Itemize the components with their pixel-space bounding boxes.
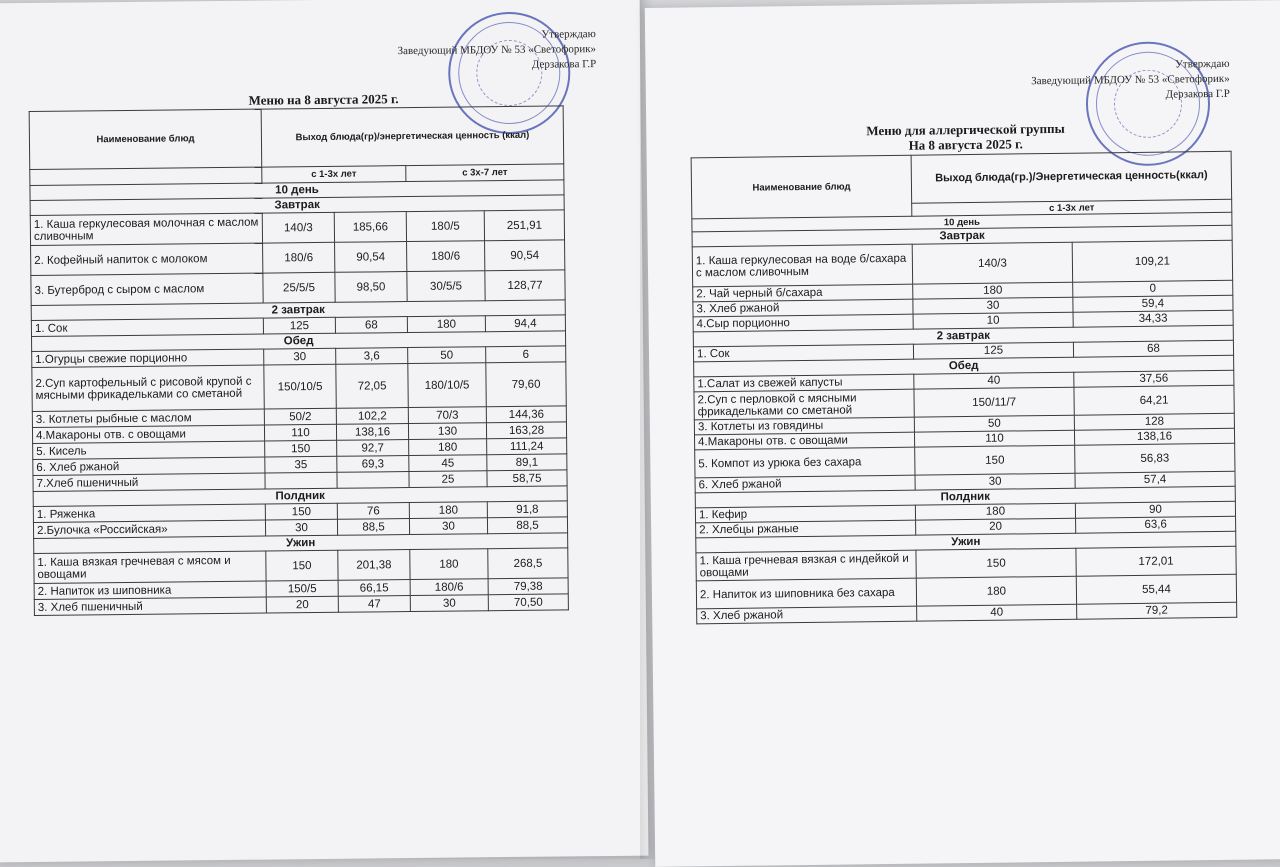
dish-name: 3. Бутерброд с сыром с маслом (31, 273, 263, 305)
section-header: Обед (694, 355, 1234, 377)
dish-name: 1.Огурцы свежие порционно (32, 349, 264, 367)
dish-value: 180/6 (263, 242, 335, 273)
dish-value: 88,5 (337, 519, 409, 536)
dish-value: 94,4 (485, 315, 565, 332)
dish-value: 144,36 (486, 406, 566, 423)
approval-block (397, 27, 596, 74)
header-dish: Наименование блюд (691, 155, 912, 219)
section-header: Полдник (33, 486, 567, 507)
dish-value: 57,4 (1075, 471, 1235, 488)
dish-value: 90,54 (335, 242, 407, 273)
dish-value: 55,44 (1076, 574, 1236, 604)
dish-name: 3. Хлеб пшеничный (34, 597, 266, 615)
dish-value: 40 (917, 604, 1077, 621)
title-line-1: Меню для аллергической группы (866, 120, 1065, 139)
dish-value: 163,28 (486, 422, 566, 439)
dish-value: 3,6 (336, 348, 408, 365)
dish-value: 58,75 (487, 470, 567, 487)
dish-name: 1. Кефир (695, 505, 915, 523)
dish-value: 110 (264, 424, 336, 441)
dish-name: 7.Хлеб пшеничный (33, 473, 265, 491)
dish-value: 30 (915, 473, 1075, 490)
dish-value: 37,56 (1074, 370, 1234, 387)
dish-value: 45 (409, 455, 487, 472)
dish-value: 150/5 (266, 580, 338, 597)
dish-name: 1. Сок (31, 318, 263, 336)
dish-value: 180 (916, 576, 1076, 606)
dish-value: 50 (914, 415, 1074, 432)
section-header: Завтрак (30, 195, 564, 216)
dish-value: 66,15 (338, 580, 410, 597)
dish-value: 30 (409, 518, 487, 535)
dish-value: 56,83 (1075, 443, 1235, 473)
dish-value: 30 (410, 595, 488, 612)
dish-name: 5. Компот из урюка без сахара (695, 447, 915, 478)
dish-value: 150 (265, 503, 337, 520)
dish-value: 79,2 (1077, 602, 1237, 619)
dish-value: 180 (407, 316, 485, 333)
dish-value: 140/3 (262, 212, 334, 243)
menu-body (692, 225, 1237, 624)
table-row (32, 362, 566, 412)
day-label: 10 день (692, 212, 1232, 232)
dish-value: 10 (913, 312, 1073, 329)
dish-value: 90,54 (485, 240, 565, 271)
dish-name: 1. Каша геркулесовая на воде б/сахара с маслом сливочным (692, 244, 912, 287)
dish-value (265, 472, 337, 489)
dish-value: 111,24 (487, 438, 567, 455)
dish-value: 70,50 (488, 594, 568, 611)
dish-name: 3. Хлеб ржаной (697, 606, 917, 624)
dish-value: 180 (409, 502, 487, 519)
dish-name: 1.Салат из свежей капусты (694, 374, 914, 392)
approval-line: Дерзакова Г.Р (1165, 87, 1230, 101)
dish-name: 5. Кисель (33, 441, 265, 459)
dish-value: 70/3 (408, 407, 486, 424)
dish-value: 125 (913, 342, 1073, 359)
dish-value (337, 472, 409, 489)
approval-line: Утверждаю (541, 28, 596, 41)
page-title: Меню на 8 августа 2025 г. (248, 91, 399, 108)
dish-value: 150 (265, 440, 337, 457)
dish-name: 4.Макароны отв. с овощами (32, 425, 264, 443)
dish-name: 1. Ряженка (33, 504, 265, 522)
dish-name: 3. Котлеты рыбные с маслом (32, 409, 264, 427)
dish-name: 3. Хлеб ржаной (693, 299, 913, 317)
menu-body (30, 195, 568, 616)
approval-line: Утверждаю (1175, 57, 1230, 71)
dish-name: 1. Каша гречневая вязкая с индейкой и овощами (696, 550, 916, 581)
dish-value: 150/10/5 (264, 364, 336, 409)
dish-name: 3. Котлеты из говядины (694, 417, 914, 435)
dish-value: 125 (263, 317, 335, 334)
dish-value: 59,4 (1073, 295, 1233, 312)
dish-value: 68 (1073, 340, 1233, 357)
menu-table (691, 151, 1238, 625)
dish-value: 89,1 (487, 454, 567, 471)
dish-value: 251,91 (484, 210, 564, 241)
dish-name: 2. Чай черный б/сахара (693, 284, 913, 302)
dish-value: 63,6 (1076, 516, 1236, 533)
dish-value: 35 (265, 456, 337, 473)
dish-name: 4.Макароны отв. с овощами (694, 432, 914, 450)
dish-value: 50/2 (264, 408, 336, 425)
dish-value: 30 (265, 519, 337, 536)
dish-value: 68 (335, 317, 407, 334)
dish-name: 6. Хлеб ржаной (33, 457, 265, 475)
section-header: 2 завтрак (31, 300, 565, 321)
dish-name: 2. Кофейный напиток с молоком (31, 243, 263, 275)
dish-value: 47 (338, 596, 410, 613)
dish-value: 20 (916, 518, 1076, 535)
dish-value: 69,3 (337, 456, 409, 473)
dish-value: 180 (915, 503, 1075, 520)
dish-value: 172,01 (1076, 546, 1236, 576)
approval-line: Заведующий МБДОУ № 53 «Светофорик» (1031, 72, 1230, 88)
header-output: Выход блюда(гр.)/Энергетическая ценность(ккал) (911, 151, 1232, 203)
dish-value: 90 (1075, 501, 1235, 518)
dish-name: 2.Суп с перловкой с мясными фрикадельками со сметаной (694, 389, 914, 420)
dish-name: 6. Хлеб ржаной (695, 475, 915, 493)
dish-value: 180/6 (410, 579, 488, 596)
section-header: Полдник (695, 486, 1235, 508)
dish-value: 76 (337, 503, 409, 520)
dish-value: 180/10/5 (408, 363, 486, 408)
approval-block (1031, 57, 1230, 104)
approval-line: Дерзакова Г.Р (531, 58, 597, 71)
menu-table (29, 105, 569, 616)
dish-name: 2. Напиток из шиповника без сахара (696, 578, 916, 609)
dish-value: 138,16 (1074, 428, 1234, 445)
section-header: 2 завтрак (693, 325, 1233, 347)
dish-value: 79,60 (486, 362, 566, 407)
dish-value: 150 (916, 548, 1076, 578)
dish-value: 109,21 (1072, 240, 1232, 282)
dish-name: 4.Сыр порционно (693, 314, 913, 332)
dish-value: 128 (1074, 413, 1234, 430)
dish-value: 140/3 (912, 242, 1072, 284)
dish-value: 98,50 (335, 272, 407, 303)
dish-name: 1. Каша вязкая гречневая с мясом и овощами (34, 551, 266, 583)
header-age-1-3: с 1-3х лет (912, 199, 1232, 216)
dish-value: 128,77 (485, 270, 565, 301)
dish-value: 185,66 (334, 212, 406, 243)
menu-sheet-allergy (645, 0, 1280, 867)
dish-name: 1. Каша геркулесовая молочная с маслом сливочным (30, 213, 262, 245)
dish-value: 30 (913, 297, 1073, 314)
approval-line: Заведующий МБДОУ № 53 «Светофорик» (397, 43, 597, 58)
day-label: 10 день (30, 180, 564, 201)
section-header: Обед (32, 331, 566, 352)
dish-value: 25 (409, 471, 487, 488)
dish-value: 138,16 (336, 424, 408, 441)
header-age-3-7: с 3х-7 лет (406, 164, 564, 182)
dish-value: 25/5/5 (263, 272, 335, 303)
dish-name: 2.Булочка «Российская» (33, 520, 265, 538)
dish-name: 1. Сок (693, 344, 913, 362)
dish-value: 50 (408, 347, 486, 364)
dish-value: 72,05 (336, 364, 408, 409)
header-output: Выход блюда(гр)/энергетическая ценность (ккал) (261, 106, 564, 167)
dish-value: 79,38 (488, 578, 568, 595)
dish-value: 91,8 (487, 501, 567, 518)
dish-value: 201,38 (338, 550, 410, 581)
dish-value: 130 (408, 423, 486, 440)
dish-value: 40 (914, 372, 1074, 389)
dish-value: 150 (266, 550, 338, 581)
dish-value: 180 (913, 282, 1073, 299)
dish-value: 0 (1073, 280, 1233, 297)
dish-name: 2. Напиток из шиповника (34, 581, 266, 599)
dish-value: 150 (915, 445, 1075, 475)
section-header: Ужин (34, 533, 568, 554)
dish-value: 102,2 (336, 408, 408, 425)
dish-name: 2. Хлебцы ржаные (696, 520, 916, 538)
table-row (692, 240, 1232, 287)
page-title (866, 121, 1065, 153)
dish-value: 180 (409, 439, 487, 456)
dish-name: 2.Суп картофельный с рисовой крупой с мясными фрикадельками со сметаной (32, 365, 264, 411)
dish-value: 64,21 (1074, 385, 1234, 415)
dish-value: 30/5/5 (407, 271, 485, 302)
header-age-1-3: с 1-3х лет (262, 166, 406, 184)
title-line-2: На 8 августа 2025 г. (908, 136, 1023, 153)
dish-value: 6 (486, 346, 566, 363)
dish-value: 92,7 (337, 440, 409, 457)
dish-value: 34,33 (1073, 310, 1233, 327)
dish-value: 180 (410, 549, 488, 580)
dish-value: 30 (264, 348, 336, 365)
section-header: Ужин (696, 531, 1236, 553)
dish-value: 268,5 (488, 548, 568, 579)
dish-value: 180/6 (407, 241, 485, 272)
dish-value: 110 (914, 430, 1074, 447)
header-dish: Наименование блюд (29, 109, 262, 169)
dish-value: 150/11/7 (914, 387, 1074, 417)
dish-value: 180/5 (406, 211, 484, 242)
dish-value: 20 (266, 596, 338, 613)
dish-value: 88,5 (487, 517, 567, 534)
section-header: Завтрак (692, 225, 1232, 247)
